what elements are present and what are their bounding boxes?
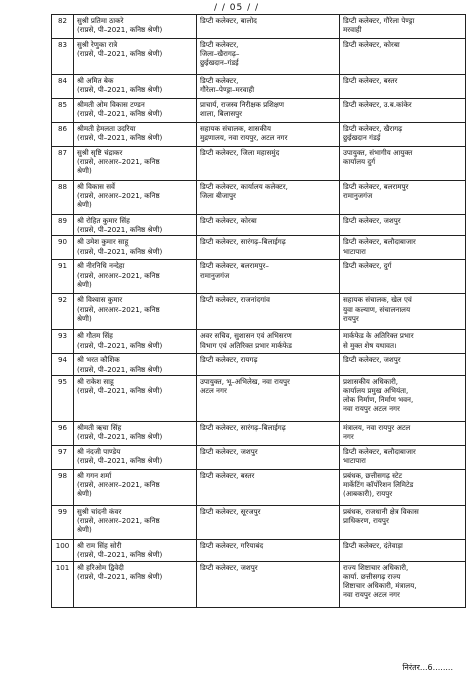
cell-text-line: नवा रायपुर अटल नगर (343, 590, 400, 600)
officer-name-cell (74, 260, 197, 294)
cell-text-line: विभाग एवं अतिरिक्त प्रभार मार्कफेड (200, 340, 292, 350)
serial-number-cell: 101 (52, 561, 74, 607)
cell-text-line: डिप्टी कलेक्टर, जशपुर (200, 446, 258, 456)
officer-name-cell (74, 469, 197, 505)
cell-text-line: (राप्रसे, आरआर–2021, कनिष्ठ (77, 516, 160, 526)
current-posting-cell (197, 421, 340, 445)
new-posting-cell (340, 236, 466, 260)
current-posting-cell (197, 469, 340, 505)
new-posting-cell (340, 260, 466, 294)
cell-text-line: डिप्टी कलेक्टर, बस्तर (200, 470, 255, 480)
new-posting-cell (340, 147, 466, 181)
serial-number-cell: 90 (52, 236, 74, 260)
cell-text-line: नगर (343, 432, 354, 442)
cell-text-line: शाला, बिलासपुर (200, 109, 243, 119)
officer-name-cell (74, 181, 197, 215)
new-posting-cell (340, 330, 466, 354)
table-row (52, 99, 466, 123)
serial-number-cell: 88 (52, 181, 74, 215)
new-posting-cell (340, 39, 466, 75)
current-posting-cell (197, 147, 340, 181)
cell-text-line: नवा रायपुर अटल नगर (343, 404, 400, 414)
table-row (52, 421, 466, 445)
serial-number-cell: 89 (52, 215, 74, 236)
cell-text-line: राज्य शिष्टाचार अधिकारी, (343, 562, 409, 572)
cell-text-line: (राप्रसे, पी–2021, कनिष्ठ श्रेणी) (77, 364, 163, 374)
cell-text-line: (राप्रसे, पी–2021, कनिष्ठ श्रेणी) (77, 225, 163, 235)
cell-text-line: डिप्टी कलेक्टर, गौरेला पेण्ड्रा (343, 16, 415, 25)
cell-text-line: डिप्टी कलेक्टर, राजनांदगांव (200, 295, 270, 305)
cell-text-line: (राप्रसे, पी–2021, कनिष्ठ श्रेणी) (77, 246, 163, 256)
current-posting-cell (197, 260, 340, 294)
cell-text-line: (राप्रसे, आरआर–2021, कनिष्ठ (77, 480, 160, 490)
officer-name-cell (74, 561, 197, 607)
cell-text-line: मार्केटिंग कॉर्पोरेशन लिमिटेड (343, 480, 414, 490)
officer-name-cell (74, 147, 197, 181)
current-posting-cell (197, 123, 340, 147)
serial-number-cell: 85 (52, 99, 74, 123)
cell-text-line: मुद्रणालय, नवा रायपुर, अटल नगर (200, 133, 288, 143)
cell-text-line: श्री नंदजी पाण्डेय (77, 446, 121, 456)
cell-text-line: डिप्टी कलेक्टर, कार्यालय कलेक्टर, (200, 182, 288, 191)
new-posting-cell (340, 294, 466, 330)
cell-text-line: अवर सचिव, सुशासन एवं अभिसरण (200, 331, 292, 341)
serial-number-cell: 100 (52, 539, 74, 561)
current-posting-cell (197, 75, 340, 99)
current-posting-cell (197, 294, 340, 330)
cell-text-line: श्रेणी) (77, 279, 92, 289)
cell-text-line: (राप्रसे, आरआर–2021, कनिष्ठ (77, 270, 160, 280)
new-posting-cell (340, 539, 466, 561)
cell-text-line: भाटापारा (343, 246, 366, 256)
cell-text-line: शिष्टाचार अधिकारी, मंत्रालय, (343, 581, 417, 591)
cell-text-line: उपायुक्त, भू–अभिलेख, नवा रायपुर (200, 376, 290, 386)
transfer-order-table (51, 14, 466, 608)
current-posting-cell (197, 445, 340, 469)
current-posting-cell (197, 15, 340, 39)
new-posting-cell (340, 181, 466, 215)
cell-text-line: (राप्रसे, पी–2021, कनिष्ठ श्रेणी) (77, 456, 163, 466)
cell-text-line: डिप्टी कलेक्टर, कोरबा (343, 40, 400, 49)
cell-text-line: डिप्टी कलेक्टर, (200, 40, 239, 49)
table-row (52, 445, 466, 469)
officer-name-cell (74, 375, 197, 421)
new-posting-cell (340, 445, 466, 469)
table-row (52, 75, 466, 99)
table-row (52, 561, 466, 607)
new-posting-cell (340, 561, 466, 607)
serial-number-cell: 87 (52, 147, 74, 181)
cell-text-line: प्रबंधक, राजधानी क्षेत्र विकास (343, 506, 419, 516)
cell-text-line: प्रबंधक, छत्तीसगढ़ स्टेट (343, 470, 403, 480)
cell-text-line: (राप्रसे, आरआर–2021, कनिष्ठ (77, 304, 160, 314)
officer-name-cell (74, 539, 197, 561)
cell-text-line: श्री अमित बेक (77, 76, 114, 85)
table-row (52, 15, 466, 39)
cell-text-line: गौरेला–पेण्ड्रा–मरवाही (200, 85, 255, 95)
officer-name-cell (74, 505, 197, 539)
cell-text-line: डिप्टी कलेक्टर, कोरबा (200, 216, 257, 225)
cell-text-line: सुश्री प्रतिमा ठाकरे (77, 16, 124, 25)
table-row (52, 469, 466, 505)
continued-note: निरंतर...6........ (402, 663, 453, 672)
cell-text-line: उपायुक्त, संभागीय आयुक्त (343, 148, 413, 157)
serial-number-cell: 99 (52, 505, 74, 539)
cell-text-line: डिप्टी कलेक्टर, गरियाबंद (200, 540, 264, 550)
cell-text-line: डिप्टी कलेक्टर, सारंगढ़–बिलाईगढ़ (200, 422, 286, 432)
new-posting-cell (340, 123, 466, 147)
cell-text-line: श्री रोहित कुमार सिंह (77, 216, 130, 225)
current-posting-cell (197, 505, 340, 539)
serial-number-cell: 95 (52, 375, 74, 421)
cell-text-line: (राप्रसे, पी–2021, कनिष्ठ श्रेणी) (77, 550, 163, 560)
cell-text-line: जिला–खैरागढ़– (200, 49, 240, 59)
table-row (52, 375, 466, 421)
cell-text-line: (राप्रसे, आरआर–2021, कनिष्ठ (77, 157, 160, 167)
cell-text-line: छुईखदान गंडई (343, 133, 381, 143)
cell-text-line: श्रीमती ऋचा सिंह (77, 422, 122, 432)
cell-text-line: श्री विश्वास कुमार (77, 295, 123, 305)
officer-name-cell (74, 123, 197, 147)
cell-text-line: श्रीमती ओम विकास टण्डन (77, 100, 145, 109)
officer-name-cell (74, 215, 197, 236)
cell-text-line: मार्कफेड के अतिरिक्त प्रभार (343, 331, 414, 341)
current-posting-cell (197, 539, 340, 561)
cell-text-line: श्री भरत कौशिक (77, 355, 120, 365)
serial-number-cell: 82 (52, 15, 74, 39)
table-row (52, 260, 466, 294)
table-row (52, 539, 466, 561)
serial-number-cell: 98 (52, 469, 74, 505)
cell-text-line: लोक निर्माण, निर्माण भवन, (343, 395, 414, 405)
table-row (52, 330, 466, 354)
table-row (52, 215, 466, 236)
cell-text-line: श्री नीरनिधि नन्देहा (77, 261, 125, 271)
cell-text-line: प्राधिकरण, रायपुर (343, 516, 389, 526)
cell-text-line: डिप्टी कलेक्टर, बलरामपुर– (200, 261, 269, 271)
current-posting-cell (197, 354, 340, 375)
cell-text-line: रामानुजगंज (343, 191, 373, 201)
new-posting-cell (340, 215, 466, 236)
cell-text-line: श्रेणी) (77, 313, 92, 323)
cell-text-line: से मुक्त शेष यथावत। (343, 340, 397, 350)
cell-text-line: सुश्री रेणुका रात्रे (77, 40, 118, 49)
cell-text-line: प्राचार्य, राजस्व निरीक्षक प्रशिक्षण (200, 100, 285, 109)
cell-text-line: (राप्रसे, पी–2021, कनिष्ठ श्रेणी) (77, 386, 163, 396)
table-row (52, 123, 466, 147)
cell-text-line: अटल नगर (200, 386, 227, 396)
cell-text-line: डिप्टी कलेक्टर, रायगढ़ (200, 355, 258, 365)
cell-text-line: सुश्री चांदनी कंवर (77, 506, 122, 516)
cell-text-line: श्री हरिओम द्विवेदी (77, 562, 124, 572)
cell-text-line: (राप्रसे, पी–2021, कनिष्ठ श्रेणी) (77, 133, 163, 143)
cell-text-line: डिप्टी कलेक्टर, सारंगढ़–बिलाईगढ़ (200, 237, 286, 247)
current-posting-cell (197, 330, 340, 354)
page-number: / / 05 / / (213, 3, 260, 13)
cell-text-line: श्री गौतम सिंह (77, 331, 113, 341)
officer-name-cell (74, 445, 197, 469)
serial-number-cell: 96 (52, 421, 74, 445)
cell-text-line: डिप्टी कलेक्टर, बालोद (200, 16, 257, 25)
cell-text-line: डिप्टी कलेक्टर, जशपुर (343, 355, 401, 365)
table-row (52, 39, 466, 75)
new-posting-cell (340, 505, 466, 539)
cell-text-line: डिप्टी कलेक्टर, दंतेवाड़ा (343, 540, 403, 550)
current-posting-cell (197, 99, 340, 123)
cell-text-line: (आबकारी), रायपुर (343, 489, 393, 499)
cell-text-line: श्रेणी) (77, 525, 92, 535)
cell-text-line: डिप्टी कलेक्टर, (200, 76, 239, 85)
cell-text-line: श्री राम सिंह सोरी (77, 540, 122, 550)
cell-text-line: श्री उमेश कुमार साहू (77, 237, 129, 247)
table-row (52, 236, 466, 260)
current-posting-cell (197, 236, 340, 260)
officer-name-cell (74, 236, 197, 260)
table-row (52, 354, 466, 375)
cell-text-line: प्रशासकीय अधिकारी, (343, 376, 399, 386)
cell-text-line: डिप्टी कलेक्टर, बलरामपुर (343, 182, 409, 191)
cell-text-line: (राप्रसे, पी–2021, कनिष्ठ श्रेणी) (77, 49, 163, 59)
cell-text-line: श्री विकास सर्वे (77, 182, 115, 191)
cell-text-line: डिप्टी कलेक्टर, बस्तर (343, 76, 398, 85)
cell-text-line: डिप्टी कलेक्टर, सूरजपुर (200, 506, 261, 516)
serial-number-cell: 86 (52, 123, 74, 147)
cell-text-line: डिप्टी कलेक्टर, खैरागढ़ (343, 124, 403, 133)
cell-text-line: सहायक संचालक, खेल एवं (343, 295, 412, 305)
cell-text-line: रायपुर (343, 313, 359, 323)
cell-text-line: मंत्रालय, नवा रायपुर अटल (343, 422, 411, 432)
new-posting-cell (340, 15, 466, 39)
cell-text-line: जिला बीजापुर (200, 191, 236, 201)
current-posting-cell (197, 39, 340, 75)
current-posting-cell (197, 561, 340, 607)
cell-text-line: कार्यालय दुर्ग (343, 157, 376, 167)
cell-text-line: डिप्टी कलेक्टर, जशपुर (343, 216, 401, 225)
new-posting-cell (340, 375, 466, 421)
cell-text-line: (राप्रसे, पी–2021, कनिष्ठ श्रेणी) (77, 109, 163, 119)
serial-number-cell: 91 (52, 260, 74, 294)
cell-text-line: (राप्रसे, पी–2021, कनिष्ठ श्रेणी) (77, 85, 163, 95)
cell-text-line: (राप्रसे, पी–2021, कनिष्ठ श्रेणी) (77, 432, 163, 442)
cell-text-line: (राप्रसे, आरआर–2021, कनिष्ठ (77, 191, 160, 201)
cell-text-line: (राप्रसे, पी–2021, कनिष्ठ श्रेणी) (77, 340, 163, 350)
cell-text-line: कार्यालय प्रमुख अभियंता, (343, 386, 409, 396)
cell-text-line: मरवाही (343, 25, 362, 35)
cell-text-line: सहायक संचालक, शासकीय (200, 124, 271, 133)
cell-text-line: डिप्टी कलेक्टर, उ.ब.कांकेर (343, 100, 412, 109)
officer-name-cell (74, 99, 197, 123)
cell-text-line: श्री गगन शर्मा (77, 470, 112, 480)
table-body (52, 15, 466, 608)
officer-name-cell (74, 330, 197, 354)
cell-text-line: भाटापारा (343, 456, 366, 466)
cell-text-line: श्री राकेश साहू (77, 376, 114, 386)
serial-number-cell: 92 (52, 294, 74, 330)
cell-text-line: रामानुजगंज (200, 270, 230, 280)
officer-name-cell (74, 75, 197, 99)
cell-text-line: डिप्टी कलेक्टर, बलौदाबाजार (343, 446, 416, 456)
officer-name-cell (74, 354, 197, 375)
officer-name-cell (74, 421, 197, 445)
officer-name-cell (74, 39, 197, 75)
cell-text-line: डिप्टी कलेक्टर, जशपुर (200, 562, 258, 572)
cell-text-line: युवा कल्याण, संचालनालय (343, 304, 411, 314)
cell-text-line: श्रेणी) (77, 489, 92, 499)
cell-text-line: (राप्रसे, पी–2021, कनिष्ठ श्रेणी) (77, 25, 163, 35)
new-posting-cell (340, 75, 466, 99)
new-posting-cell (340, 99, 466, 123)
cell-text-line: श्रीमती हेमलता उदरिया (77, 124, 136, 133)
serial-number-cell: 93 (52, 330, 74, 354)
cell-text-line: सुश्री सृष्टि चंद्राकर (77, 148, 123, 157)
cell-text-line: (राप्रसे, पी–2021, कनिष्ठ श्रेणी) (77, 572, 163, 582)
cell-text-line: डिप्टी कलेक्टर, बलौदाबाजार (343, 237, 416, 247)
cell-text-line: कार्या. छत्तीसगढ़ राज्य (343, 572, 401, 582)
officer-name-cell (74, 15, 197, 39)
table-row (52, 505, 466, 539)
cell-text-line: डिप्टी कलेक्टर, दुर्ग (343, 261, 392, 271)
serial-number-cell: 84 (52, 75, 74, 99)
new-posting-cell (340, 469, 466, 505)
current-posting-cell (197, 181, 340, 215)
cell-text-line: डिप्टी कलेक्टर, जिला महासमुंद (200, 148, 280, 157)
new-posting-cell (340, 421, 466, 445)
cell-text-line: छुईखदान–गंडई (200, 58, 239, 68)
cell-text-line: श्रेणी) (77, 200, 92, 210)
current-posting-cell (197, 375, 340, 421)
serial-number-cell: 97 (52, 445, 74, 469)
officer-name-cell (74, 294, 197, 330)
table-row (52, 294, 466, 330)
serial-number-cell: 83 (52, 39, 74, 75)
serial-number-cell: 94 (52, 354, 74, 375)
current-posting-cell (197, 215, 340, 236)
cell-text-line: श्रेणी) (77, 166, 92, 176)
table-row (52, 181, 466, 215)
table-row (52, 147, 466, 181)
new-posting-cell (340, 354, 466, 375)
